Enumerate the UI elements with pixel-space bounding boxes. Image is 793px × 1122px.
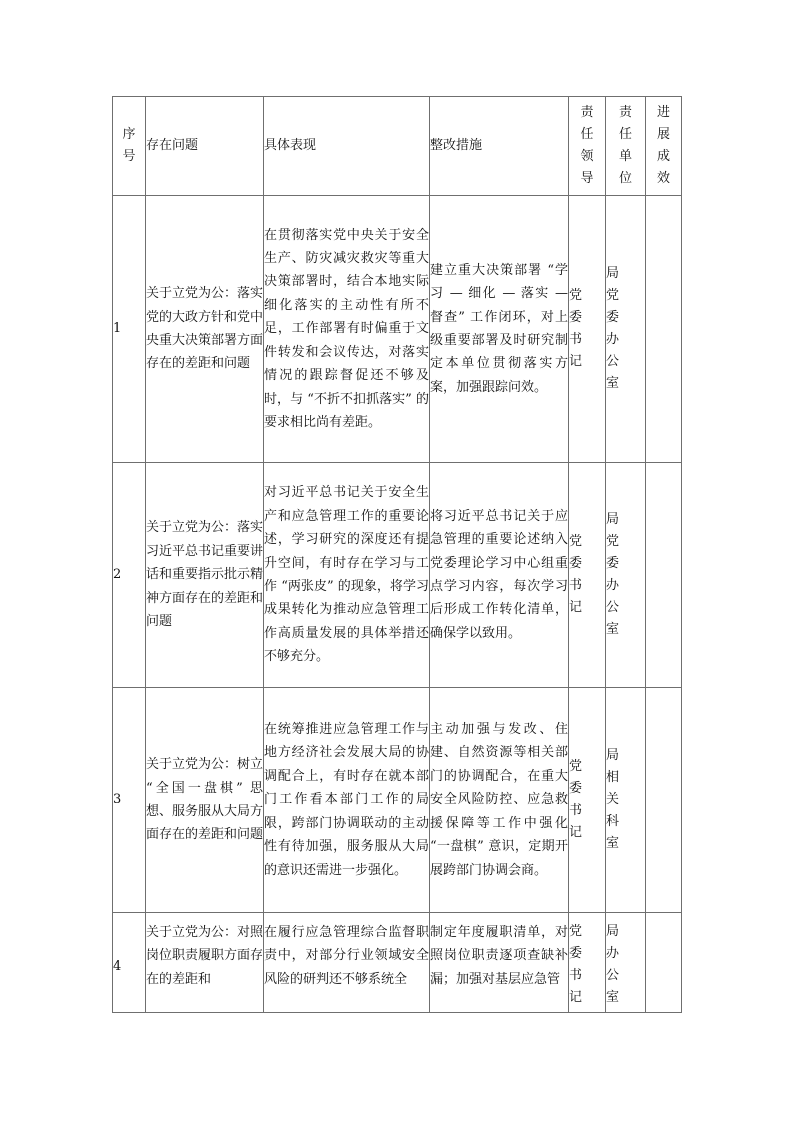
- measure-cell: 制定年度履职清单，对照岗位职责逐项查缺补漏；加强对基层应急管: [430, 913, 569, 1013]
- measure-cell: 将习近平总书记关于应急管理的重要论述纳入党委理论学习中心组重点学习内容，每次学习后形成工作转化清单，确保学以致用。: [430, 463, 569, 688]
- issue-cell: 关于立党为公：树立 “全国一盘棋” 思想、服务服从大局方面存在的差距和问题: [146, 688, 264, 913]
- unit-cell: 局相关科室: [606, 688, 646, 913]
- leader-cell: 党委书记: [569, 196, 606, 463]
- header-no: 序号: [113, 97, 146, 196]
- row-number: 2: [113, 463, 146, 688]
- leader-cell: 党委书记: [569, 688, 606, 913]
- table-row: [113, 196, 682, 463]
- unit-cell: 局党委办公室: [606, 196, 646, 463]
- issue-cell: 关于立党为公：落实习近平总书记重要讲话和重要指示批示精神方面存在的差距和问题: [146, 463, 264, 688]
- leader-cell: 党委书记: [569, 913, 606, 1013]
- detail-cell: 在贯彻落实党中央关于安全生产、防灾减灾救灾等重大决策部署时，结合本地实际细化落实的主动性有所不足，工作部署有时偏重于文件转发和会议传达，对落实情况的跟踪督促还不够及时，与 “不折不扣抓落实” 的要求相比尚有差距。: [264, 196, 430, 463]
- header-leader: 责任领导: [569, 97, 606, 196]
- rectification-table: [112, 96, 682, 1013]
- issue-cell: 关于立党为公：对照岗位职责履职方面存在的差距和: [146, 913, 264, 1013]
- table-row: [113, 913, 682, 1013]
- header-detail: 具体表现: [264, 97, 430, 196]
- leader-cell: 党委书记: [569, 463, 606, 688]
- issue-cell: 关于立党为公：落实党的大政方针和党中央重大决策部署方面存在的差距和问题: [146, 196, 264, 463]
- progress-cell: [646, 913, 682, 1013]
- progress-cell: [646, 196, 682, 463]
- header-unit: 责任单位: [606, 97, 646, 196]
- table-row: [113, 688, 682, 913]
- table-header-row: [113, 97, 682, 196]
- progress-cell: [646, 463, 682, 688]
- unit-cell: 局党委办公室: [606, 463, 646, 688]
- header-measure: 整改措施: [430, 97, 569, 196]
- header-progress: 进展成效: [646, 97, 682, 196]
- detail-cell: 在统筹推进应急管理工作与地方经济社会发展大局的协调配合上，有时存在就本部门工作看本部门工作的局限，跨部门协调联动的主动性有待加强，服务服从大局的意识还需进一步强化。: [264, 688, 430, 913]
- unit-cell: 局办公室: [606, 913, 646, 1013]
- row-number: 4: [113, 913, 146, 1013]
- detail-cell: 对习近平总书记关于安全生产和应急管理工作的重要论述，学习研究的深度还有提升空间，有时存在学习与工作 “两张皮” 的现象，将学习成果转化为推动应急管理工作高质量发展的具体举措还不够充分。: [264, 463, 430, 688]
- detail-cell: 在履行应急管理综合监督职责中，对部分行业领域安全风险的研判还不够系统全: [264, 913, 430, 1013]
- header-issue: 存在问题: [146, 97, 264, 196]
- measure-cell: 建立重大决策部署 “学习 — 细化 — 落实 — 督查” 工作闭环，对上级重要部署及时研究制定本单位贯彻落实方案，加强跟踪问效。: [430, 196, 569, 463]
- table-row: [113, 463, 682, 688]
- progress-cell: [646, 688, 682, 913]
- row-number: 1: [113, 196, 146, 463]
- measure-cell: 主动加强与发改、住建、自然资源等相关部门的协调配合，在重大安全风险防控、应急救援保障等工作中强化 “一盘棋” 意识，定期开展跨部门协调会商。: [430, 688, 569, 913]
- row-number: 3: [113, 688, 146, 913]
